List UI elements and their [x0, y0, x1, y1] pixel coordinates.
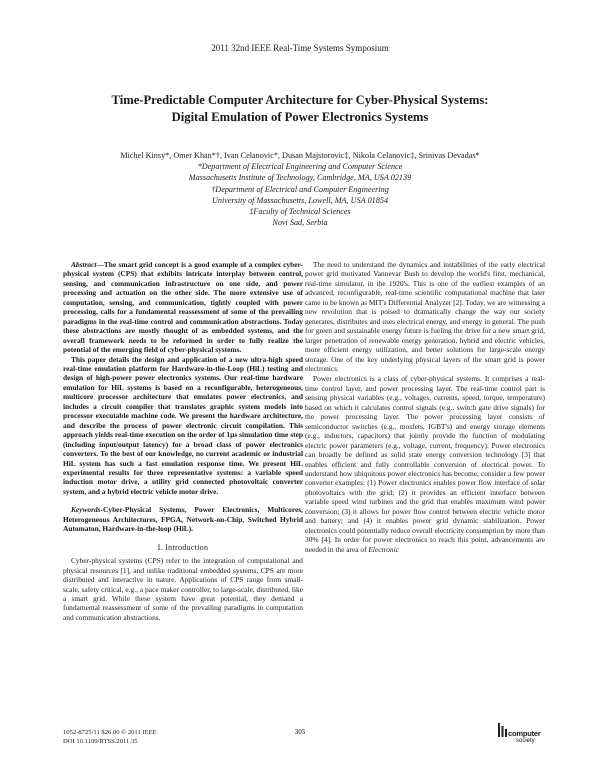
abstract — [63, 260, 303, 496]
right-column-body — [305, 260, 545, 554]
affiliation-line: Massachusetts Institute of Technology, Cambridge, MA, USA 02139 — [188, 173, 412, 183]
computer-society-logo-icon — [498, 723, 507, 737]
paper-title — [60, 92, 540, 126]
right-paragraph-2-text: Power electronics is a class of cyber-physical systems. It comprises a real-time control layer, and power processing layer. The real-time control part is sensing physical variables (e.g., voltages, currents, speed, torque, temperature) based on which it calculates control signals (e.g., switch gate drive signals) for the power processing layer. The power processing layer consists of semiconductor switches (e.g., mosfets, IGBT's) and energy storage elements (e.g., inductors, capacitors) that jointly provide the function of modulating electric power parameters (e.g., voltage, current, frequency). Power electronics can broadly be defined as solid state energy conversion technology [3] that enables efficient and fully controllable conversion of electrical power. To understand how ubiquitous power electronics has become, consider a few power converter examples: (1) Power electronics enables power flow interface of solar photovoltaics with the grid; (2) it provides an efficient interface between variable speed wind turbines and the grid that enables maximum wind power conversion; (3) it allows for power flow control between electric vehicle motor and battery; and (4) it enables power grid dynamic stabilization. Power electronics could potentially reduce overall electricity consumption by more than 30% [4]. In order for power electronics to reach this point, advancements are needed in the area of — [305, 374, 545, 554]
affiliation-line: ‡Faculty of Technical Sciences — [249, 207, 351, 217]
abstract-text-1: —The smart grid concept is a good example of a complex cyber-physical system (CPS) that exhibits intricate interplay between control, sensing, and communication infrastructure on one side, and power processing and actuation on the other side. The more extensive use of computation, sensing, and communication, tightly coupled with power processing, calls for a fundamental reassessment of some of the prevailing paradigms in the real-time control and communication abstractions. Today these abstractions are mostly thought of as embedded systems, and the overall framework needs to be reformed in order to fully realize the potential of the emerging field of cyber-physical systems. — [63, 260, 303, 355]
title-line-2: Digital Emulation of Power Electronics Systems — [171, 110, 429, 124]
right-paragraph-2 — [305, 374, 545, 554]
title-line-1: Time-Predictable Computer Architecture for Cyber-Physical Systems: — [111, 93, 489, 107]
right-paragraph-2-italic-tail: Electronic — [368, 544, 399, 554]
conference-header: 2011 32nd IEEE Real-Time Systems Symposium — [211, 43, 389, 53]
left-column — [63, 260, 303, 622]
introduction-paragraph-1: Cyber-physical systems (CPS) refer to the integration of computational and physical resources [1], and unlike traditional embedded systems, CPS are more distributed and interactive in nature. Applications of CPS range from small-scale, safety critical, e.g., a pace maker controller, to large-scale, distributed, like a smart grid. While these system have great potential, they demand a fundamental reassessment of some of the prevailing paradigms in computation and communication abstractions. — [63, 556, 303, 622]
keywords-text: -Cyber-Physical Systems, Power Electronics, Multicores, Heterogeneous Architectures, FPGA, Network-on-Chip, Switched Hybrid Automaton, Hardware-in-the-loop (HiL). — [63, 505, 303, 534]
page-number: 305 — [294, 728, 306, 736]
abstract-label: Abstract — [71, 260, 97, 269]
computer-society-logo — [498, 721, 544, 749]
footer-issn: 1052-8725/11 $26.00 © 2011 IEEE — [63, 729, 157, 736]
footer-doi: DOI 10.1109/RTSS.2011.35 — [63, 738, 138, 745]
right-paragraph-1: The need to understand the dynamics and instabilities of the early electrical power grid motivated Vannevar Bush to develop the world's first, mechanical, real-time simulator, in the 1920's. This is one of the earliest examples of an advanced, reconfigurable, real-time scientific computational machine that later came to be known as MIT's Differential Analyzer [2]. Today, we are witnessing a new revolution that is poised to dramatically change the way our society generates, distributes and uses electrical energy, and energy in general. The push for green and sustainable energy future is fueling the drive for a new smart grid, larger penetration of renewable energy generation, hybrid and electric vehicles, more efficient energy utilization, and better solutions for large-scale energy storage. One of the key underlying physical layers of the smart grid is power electronics. — [305, 260, 545, 373]
introduction-body — [63, 556, 303, 622]
affiliation-line: University of Massachusetts, Lowell, MA, USA 01854 — [211, 195, 389, 205]
right-column — [305, 260, 545, 554]
logo-word-computer: computer — [508, 729, 541, 738]
author-names: Michel Kinsy*, Omer Khan*†, Ivan Celanovic*, Dusan Majstorovic‡, Nikola Celanovic‡, Srinivas Devadas* — [120, 151, 480, 160]
section-heading-introduction: I. Introduction — [157, 542, 209, 552]
affiliation-line: †Department of Electrical and Computer Engineering — [211, 184, 389, 194]
logo-word-society: society — [516, 738, 535, 744]
abstract-paragraph-1 — [63, 260, 303, 355]
affiliation-line: *Department of Electrical Engineering and Computer Science — [197, 162, 403, 172]
abstract-paragraph-2: This paper details the design and application of a new ultra-high speed real-time emulation platform for Hardware-in-the-Loop (HiL) testing and design of high-power power electronics systems. Our real-time hardware emulation for HiL systems is based on a reconfigurable, heterogeneous, multicore processor architecture that emulates power electronics, and includes a circuit compiler that translates graphic system models into processor executable machine code. We present the hardware architecture, and describe the process of power electronic circuit compilation. This approach yields real-time execution on the order of 1μs simulation time step (including input/output latency) for a broad class of power electronics converters. To the best of our knowledge, no current academic or industrial HiL system has such a fast emulation response time. We present HiL experimental results for three representative systems: a variable speed induction motor drive, a utility grid connected photovoltaic converter system, and a hybrid electric vehicle motor drive. — [63, 354, 303, 496]
keywords — [63, 505, 303, 533]
author-block — [40, 150, 560, 228]
keywords-label: Keywords — [71, 505, 101, 515]
affiliation-line: Novi Sad, Serbia — [272, 218, 328, 228]
